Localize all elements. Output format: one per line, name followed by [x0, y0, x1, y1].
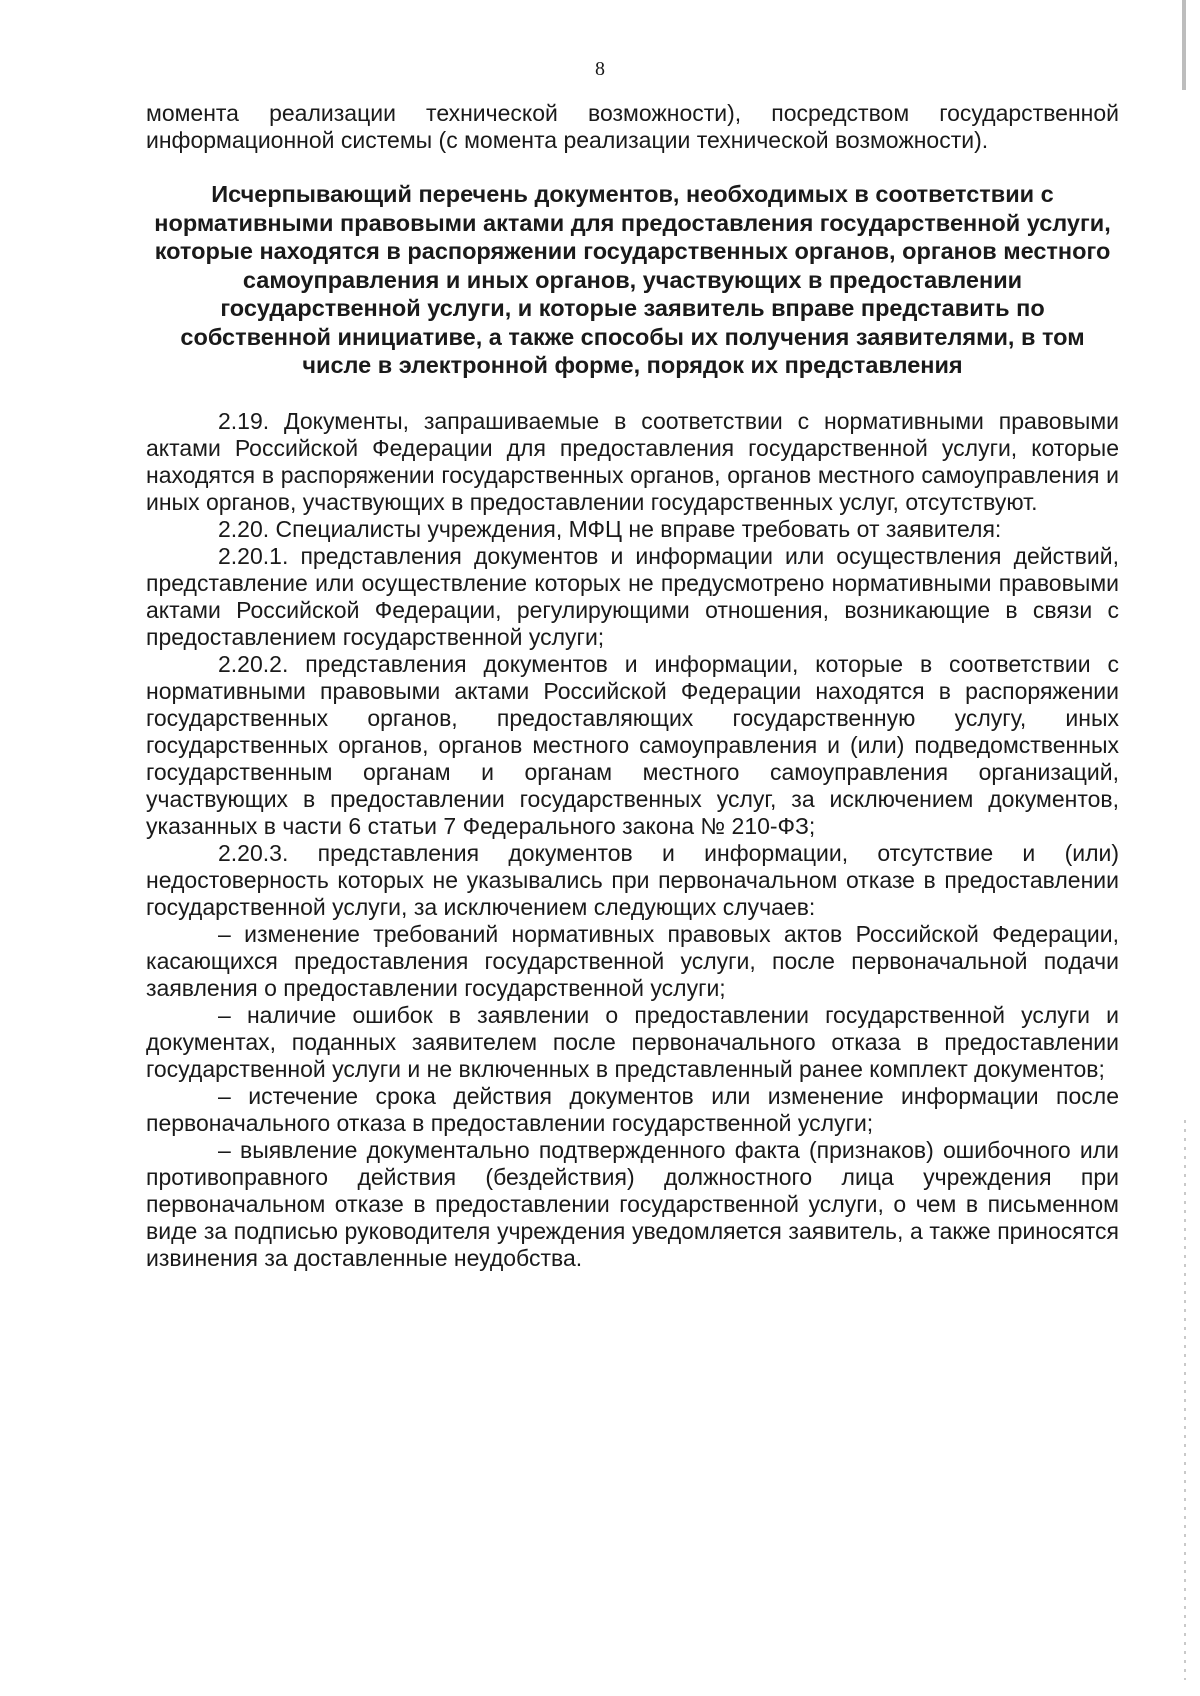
- intro-paragraph: момента реализации технической возможности), посредством государственной информационной системы (с момента реализации технической возможности).: [146, 100, 1119, 153]
- list-item-requirements-change: – изменение требований нормативных правовых актов Российской Федерации, касающихся предоставления государственной услуги, после первоначальной подачи заявления о предоставлении государственной услуги;: [146, 920, 1119, 1001]
- paragraph-2-19: 2.19. Документы, запрашиваемые в соответствии с нормативными правовыми актами Российской Федерации для предоставления государственной услуги, которые находятся в распоряжении государственных органов, органов местного самоуправления и иных органов, участвующих в предоставлении государственных услуг, отсутствуют.: [146, 407, 1119, 515]
- page-number: 8: [595, 58, 605, 80]
- paragraph-2-20-2: 2.20.2. представления документов и информации, которые в соответствии с нормативными правовыми актами Российской Федерации находятся в распоряжении государственных органов, предоставляющих государственную услугу, иных государственных органов, органов местного самоуправления и (или) подведомственных государственным органам и органам местного самоуправления организаций, участвующих в предоставлении государственных услуг, за исключением документов, указанных в части 6 статьи 7 Федерального закона № 210-ФЗ;: [146, 650, 1119, 839]
- list-item-application-errors: – наличие ошибок в заявлении о предоставлении государственной услуги и документах, поданных заявителем после первоначального отказа в предоставлении государственной услуги и не включенных в представленный ранее комплект документов;: [146, 1001, 1119, 1082]
- list-item-document-expiry: – истечение срока действия документов или изменение информации после первоначального отказа в предоставлении государственной услуги;: [146, 1082, 1119, 1136]
- paragraph-2-20: 2.20. Специалисты учреждения, МФЦ не вправе требовать от заявителя:: [218, 515, 1002, 542]
- list-item-official-misconduct: – выявление документально подтвержденного факта (признаков) ошибочного или противоправного действия (бездействия) должностного лица учреждения при первоначальном отказе в предоставлении государственной услуги, о чем в письменном виде за подписью руководителя учреждения уведомляется заявитель, а также приносятся извинения за доставленные неудобства.: [146, 1136, 1119, 1271]
- scan-edge-mark: [1184, 1120, 1186, 1680]
- section-heading: Исчерпывающий перечень документов, необходимых в соответствии с нормативными правовыми актами для предоставления государственной услуги, которые находятся в распоряжении государственных органов, органов местного самоуправления и иных органов, участвующих в предоставлении государственной услуги, и которые заявитель вправе представить по собственной инициативе, а также способы их получения заявителями, в том числе в электронной форме, порядок их представления: [154, 181, 1111, 378]
- paragraph-2-20-3: 2.20.3. представления документов и информации, отсутствие и (или) недостоверность которых не указывались при первоначальном отказе в предоставлении государственной услуги, за исключением следующих случаев:: [146, 839, 1119, 920]
- document-body: [146, 100, 1119, 1272]
- paragraph-2-20-1: 2.20.1. представления документов и информации или осуществления действий, представление или осуществление которых не предусмотрено нормативными правовыми актами Российской Федерации, регулирующими отношения, возникающие в связи с предоставлением государственной услуги;: [146, 542, 1119, 650]
